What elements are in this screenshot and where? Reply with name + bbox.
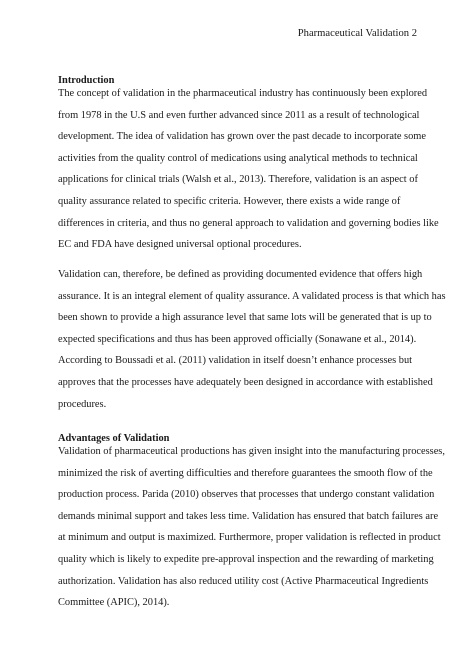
- advantages-paragraph: [58, 441, 445, 614]
- text-line: differences in criteria, and thus no general approach to validation and governing bodies like: [58, 217, 439, 229]
- text-line: minimized the risk of averting difficulties and therefore guarantees the smooth flow of the: [58, 467, 433, 479]
- intro-paragraph-2: [58, 264, 446, 415]
- text-line: development. The idea of validation has grown over the past decade to incorporate some: [58, 131, 426, 143]
- text-line: expected specifications and thus has been approved officially (Sonawane et al., 2014).: [58, 333, 417, 345]
- text-line: assurance. It is an integral element of quality assurance. A validated process is that which has: [58, 290, 446, 302]
- text-line: approves that the processes have adequately been designed in accordance with established: [58, 376, 433, 388]
- intro-paragraph-1: [58, 83, 439, 256]
- text-line: procedures.: [58, 398, 107, 410]
- text-line: been shown to provide a high assurance level that same lots will be generated that is up to: [58, 312, 432, 324]
- text-line: production process. Parida (2010) observes that processes that undergo constant validation: [58, 489, 435, 501]
- heading-advantages: Advantages of Validation: [58, 433, 170, 444]
- text-line: from 1978 in the U.S and even further advanced since 2011 as a result of technological: [58, 109, 420, 121]
- text-line: at minimum and output is maximized. Furthermore, proper validation is reflected in product: [58, 532, 441, 544]
- text-line: authorization. Validation has also reduced utility cost (Active Pharmaceutical Ingredients: [58, 575, 429, 587]
- text-line: The concept of validation in the pharmaceutical industry has continuously been explored: [58, 88, 428, 99]
- text-line: Validation can, therefore, be defined as providing documented evidence that offers high: [58, 269, 423, 280]
- text-line: activities from the quality control of medications using analytical methods to technical: [58, 152, 418, 164]
- text-line: EC and FDA have designed universal optional procedures.: [58, 239, 302, 251]
- text-line: quality which is likely to expedite pre-approval inspection and the rewarding of marketing: [58, 553, 434, 565]
- text-line: demands minimal support and takes less time. Validation has ensured that batch failures are: [58, 510, 439, 522]
- text-line: Committee (APIC), 2014).: [58, 597, 170, 609]
- text-line: Validation of pharmaceutical productions has given insight into the manufacturing processes,: [58, 446, 445, 457]
- text-line: quality assurance related to specific criteria. However, there exists a wide range of: [58, 195, 401, 207]
- text-line: applications for clinical trials (Walsh et al., 2013). Therefore, validation is an aspect of: [58, 174, 418, 186]
- text-line: According to Boussadi et al. (2011) validation in itself doesn’t enhance processes but: [58, 355, 413, 367]
- running-head: Pharmaceutical Validation 2: [297, 28, 417, 39]
- heading-introduction: Introduction: [58, 75, 115, 86]
